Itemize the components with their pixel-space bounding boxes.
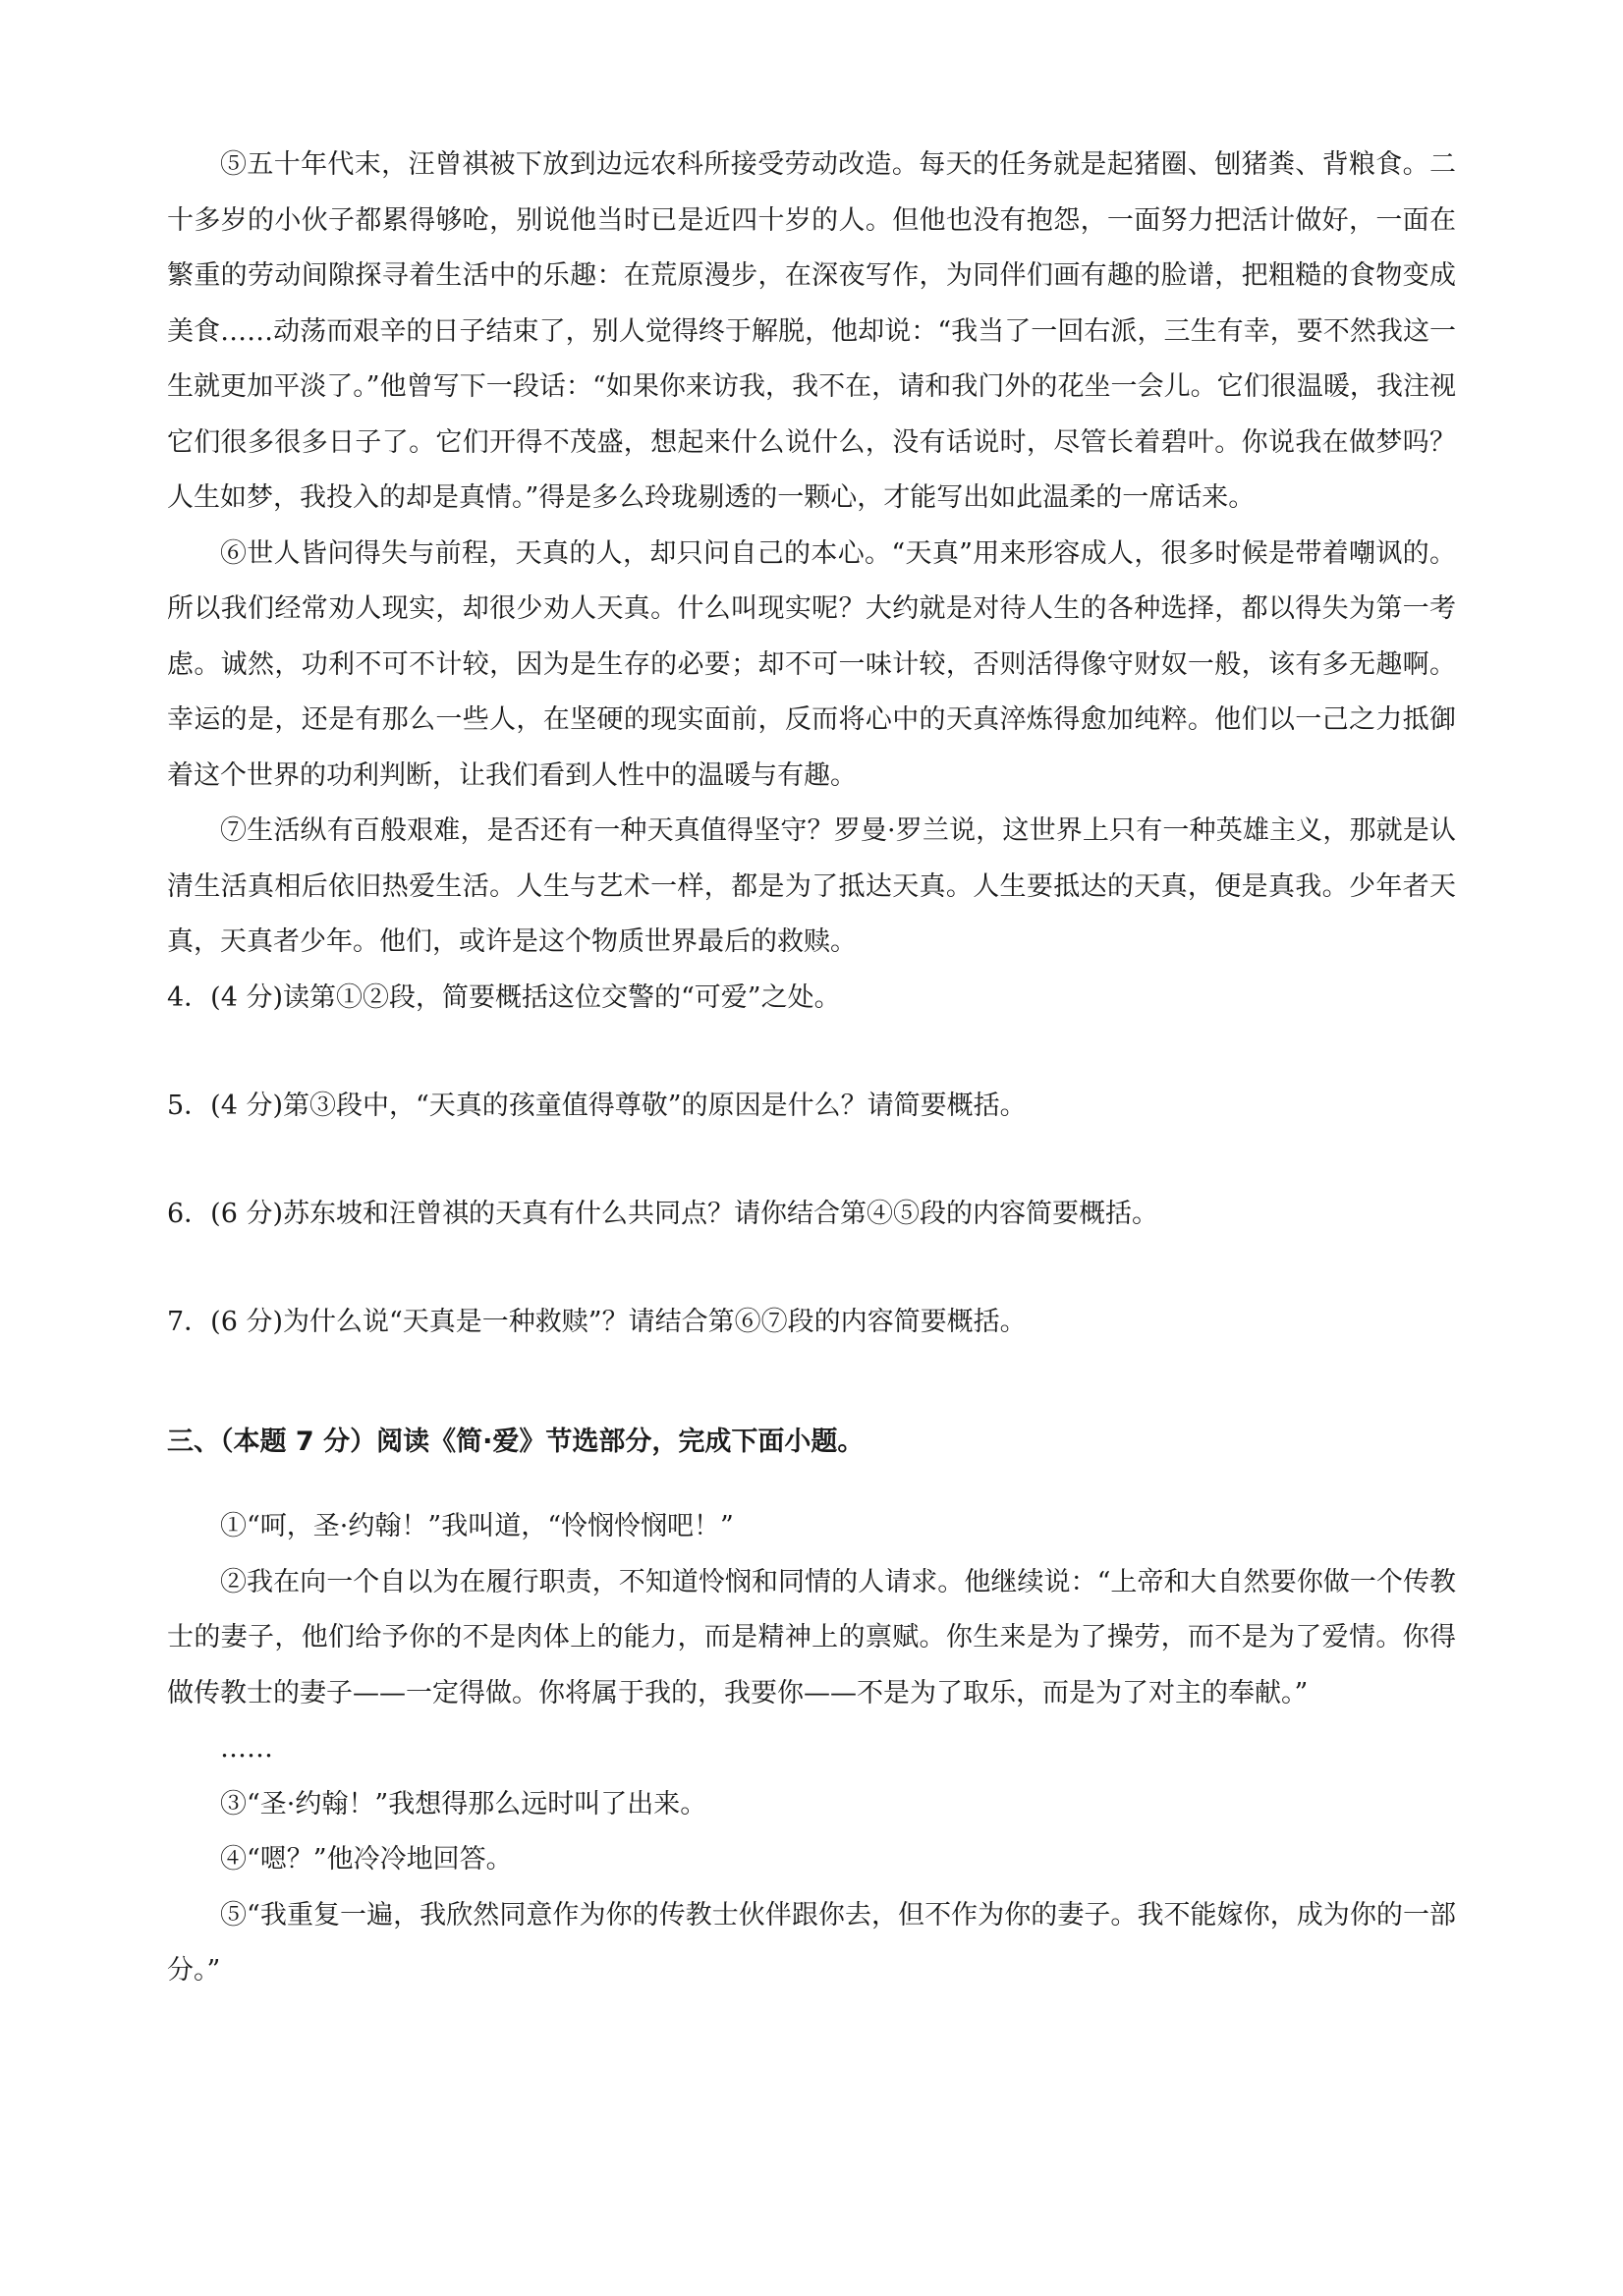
jane-eyre-paragraph-5: ⑤“我重复一遍，我欣然同意作为你的传教士伙伴跟你去，但不作为你的妻子。我不能嫁你，成为你的一部分。” (167, 1899, 1456, 1986)
jane-eyre-paragraph-2: ②我在向一个自以为在履行职责，不知道怜悯和同情的人请求。他继续说：“上帝和大自然要你做一个传教士的妻子，他们给予你的不是肉体上的能力，而是精神上的禀赋。你生来是为了操劳，而不是为了爱情。你得做传教士的妻子——一定得做。你将属于我的，我要你——不是为了取乐，而是为了对主的奉献。” (167, 1566, 1456, 1708)
question-4: 4．(4 分)读第①②段，简要概括这位交警的“可爱”之处。 (167, 981, 841, 1013)
question-7: 7．(6 分)为什么说“天真是一种救赎”？请结合第⑥⑦段的内容简要概括。 (167, 1306, 1027, 1337)
question-6: 6．(6 分)苏东坡和汪曾祺的天真有什么共同点？请你结合第④⑤段的内容简要概括。 (167, 1198, 1159, 1229)
question-5: 5．(4 分)第③段中，“天真的孩童值得尊敬”的原因是什么？请简要概括。 (167, 1090, 1027, 1121)
jane-eyre-paragraph-4: ④“嗯？”他冷冷地回答。 (220, 1844, 513, 1875)
document-page (167, 138, 1456, 1999)
passage-paragraph-6: ⑥世人皆问得失与前程，天真的人，却只问自己的本心。“天真”用来形容成人，很多时候是带着嘲讽的。所以我们经常劝人现实，却很少劝人天真。什么叫现实呢？大约就是对待人生的各种选择，都以得失为第一考虑。诚然，功利不可不计较，因为是生存的必要；却不可一味计较，否则活得像守财奴一般，该有多无趣啊。幸运的是，还是有那么一些人，在坚硬的现实面前，反而将心中的天真淬炼得愈加纯粹。他们以一己之力抵御着这个世界的功利判断，让我们看到人性中的温暖与有趣。 (167, 537, 1456, 791)
omission-ellipsis: …… (220, 1733, 273, 1764)
section-three-title: 三、（本题 7 分）阅读《简·爱》节选部分，完成下面小题。 (167, 1426, 865, 1457)
jane-eyre-paragraph-1: ①“呵，圣·约翰！”我叫道，“怜悯怜悯吧！” (220, 1511, 734, 1541)
jane-eyre-paragraph-3: ③“圣·约翰！”我想得那么远时叫了出来。 (220, 1788, 707, 1820)
passage-paragraph-7: ⑦生活纵有百般艰难，是否还有一种天真值得坚守？罗曼·罗兰说，这世界上只有一种英雄主义，那就是认清生活真相后依旧热爱生活。人生与艺术一样，都是为了抵达天真。人生要抵达的天真，便是真我。少年者天真，天真者少年。他们，或许是这个物质世界最后的救赎。 (167, 815, 1456, 957)
passage-paragraph-5: ⑤五十年代末，汪曾祺被下放到边远农科所接受劳动改造。每天的任务就是起猪圈、刨猪粪、背粮食。二十多岁的小伙子都累得够呛，别说他当时已是近四十岁的人。但他也没有抱怨，一面努力把活计做好，一面在繁重的劳动间隙探寻着生活中的乐趣：在荒原漫步，在深夜写作，为同伴们画有趣的脸谱，把粗糙的食物变成美食……动荡而艰辛的日子结束了，别人觉得终于解脱，他却说：“我当了一回右派，三生有幸，要不然我这一生就更加平淡了。”他曾写下一段话：“如果你来访我，我不在，请和我门外的花坐一会儿。它们很温暖，我注视它们很多很多日子了。它们开得不茂盛，想起来什么说什么，没有话说时，尽管长着碧叶。你说我在做梦吗？人生如梦，我投入的却是真情。”得是多么玲珑剔透的一颗心，才能写出如此温柔的一席话来。 (167, 149, 1456, 513)
